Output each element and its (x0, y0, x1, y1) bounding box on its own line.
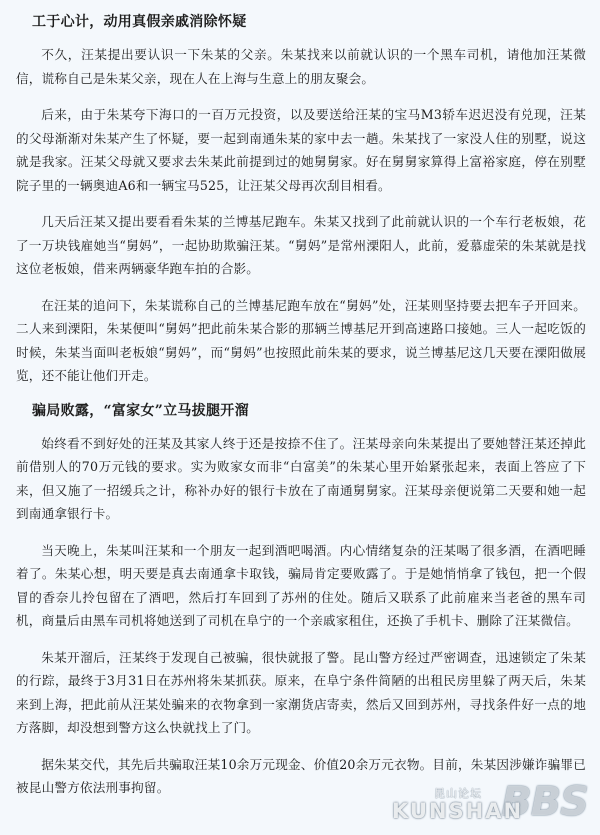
watermark-en-text: KUNSHAN (392, 799, 524, 823)
paragraph: 不久，汪某提出要认识一下朱某的父亲。朱某找来以前就认识的一个黑车司机，请他加汪某微信，谎称自己是朱某父亲，现在人在上海与生意上的朋友聚会。 (16, 47, 586, 86)
paragraph: 当天晚上，朱某叫汪某和一个朋友一起到酒吧喝酒。内心情绪复杂的汪某喝了很多酒，在酒吧睡着了。朱某心想，明天要是真去南通拿卡取钱，骗局肯定要败露了。于是她悄悄拿了钱包，把一个假冒的香奈儿拎包留在了酒吧，然后打车回到了苏州的住处。随后又联系了此前雇来当老爸的黑车司机，商量后由黑车司机将她送到了司机在阜宁的一个亲戚家租住，还换了手机卡、删除了汪某微信。 (16, 542, 586, 628)
section-heading-1: 工于心计，动用真假亲戚消除怀疑 (32, 14, 247, 30)
paragraph: 后来，由于朱某夸下海口的一百万元投资，以及要送给汪某的宝马M3轿车迟迟没有兑现，汪某的父母渐渐对朱某产生了怀疑，要一起到南通朱某的家中去一趟。朱某找了一家没人住的别墅，说这就是我家。汪某父母就又要求去朱某此前提到过的她舅舅家。好在舅舅家算得上富裕家庭，停在别墅院子里的一辆奥迪A6和一辆宝马525，让汪某父母再次刮目相看。 (16, 107, 586, 193)
watermark-cn-text: 昆山论坛 (434, 787, 482, 800)
section-heading-2: 骗局败露，“富家女”立马拔腿开溜 (32, 402, 249, 419)
watermark-bbs-text: BBS (501, 779, 588, 825)
paragraph: 始终看不到好处的汪某及其家人终于还是按捺不住了。汪某母亲向朱某提出了要她替汪某还掉此前借别人的70万元钱的要求。实为败家女而非“白富美”的朱某心里开始紧张起来，表面上答应了下来，但又施了一招缓兵之计，称补办好的银行卡放在了南通舅舅家。汪某母亲便说第二天要和她一起到南通拿银行卡。 (16, 435, 586, 521)
paragraph: 几天后汪某又提出要看看朱某的兰博基尼跑车。朱某又找到了此前就认识的一个车行老板娘，花了一万块钱雇她当“舅妈”，一起协助欺骗汪某。“舅妈”是常州溧阳人，此前，爱慕虚荣的朱某就是找这位老板娘，借来两辆豪华跑车拍的合影。 (16, 214, 586, 276)
paragraph: 朱某开溜后，汪某终于发现自己被骗，很快就报了警。昆山警方经过严密调查，迅速锁定了朱某的行踪，最终于3月31日在苏州将朱某抓获。原来，在阜宁条件简陋的出租民房里躲了两天后，朱某来到上海，把此前从汪某处骗来的衣物拿到一家潮货店寄卖，然后又回到苏州，寻找条件好一点的地方落脚，却没想到警方这么快就找上了门。 (16, 649, 586, 735)
paragraph: 在汪某的追问下，朱某谎称自己的兰博基尼跑车放在“舅妈”处，汪某则坚持要去把车子开回来。二人来到溧阳，朱某便叫“舅妈”把此前朱某合影的那辆兰博基尼开到高速路口接她。三人一起吃饭的时候，朱某当面叫老板娘“舅妈”，而“舅妈”也按照此前朱某的要求，说兰博基尼这几天要在溧阳做展览，还不能让他们开走。 (16, 297, 586, 383)
paragraph: 据朱某交代，其先后共骗取汪某10余万元现金、价值20余万元衣物。目前，朱某因涉嫌诈骗罪已被昆山警方依法刑事拘留。 (16, 756, 586, 795)
